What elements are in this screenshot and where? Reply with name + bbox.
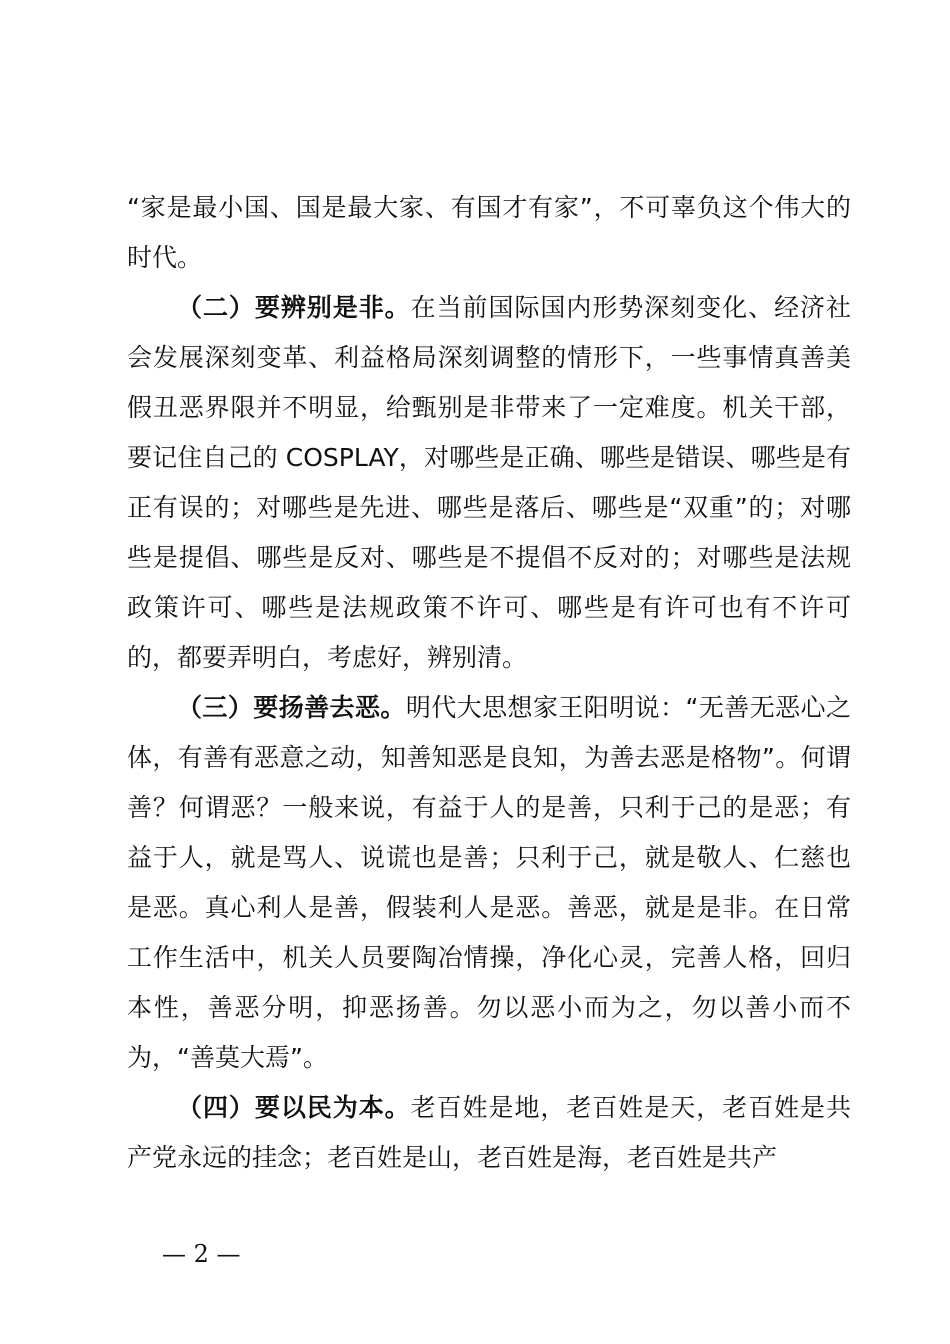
paragraph-text: “家是最小国、国是最大家、有国才有家”，不可辜负这个伟大的时代。 [127,193,851,272]
paragraph-promote-good [127,683,851,1083]
paragraph-continuation [127,183,851,283]
paragraph-text: 明代大思想家王阳明说：“无善无恶心之体，有善有恶意之动，知善知恶是良知，为善去恶是格物”。何谓善？何谓恶？一般来说，有益于人的是善，只利于己的是恶；有益于人，就是骂人、说谎也是善；只利于己，就是敬人、仁慈也是恶。真心利人是善，假装利人是恶。善恶，就是是非。在日常工作生活中，机关人员要陶冶情操，净化心灵，完善人格，回归本性，善恶分明，抑恶扬善。勿以恶小而为之，勿以善小而不为，“善莫大焉”。 [127,693,851,1072]
paragraph-text: 老百姓是地，老百姓是天，老百姓是共产党永远的挂念；老百姓是山，老百姓是海，老百姓是共产 [127,1093,851,1172]
document-body [127,183,851,1183]
page-number: — 2 — [162,1240,241,1268]
paragraph-text: 在当前国际国内形势深刻变化、经济社会发展深刻变革、利益格局深刻调整的情形下，一些事情真善美假丑恶界限并不明显，给甄别是非带来了一定难度。机关干部，要记住自己的 COSPLAY，对哪些是正确、哪些是错误、哪些是有正有误的；对哪些是先进、哪些是落后、哪些是“双重”的；对哪些是提倡、哪些是反对、哪些是不提倡不反对的；对哪些是法规政策许可、哪些是法规政策不许可、哪些是有许可也有不许可的，都要弄明白，考虑好，辨别清。 [127,293,851,672]
section-heading: （四）要以民为本。 [177,1093,411,1122]
paragraph-people-oriented [127,1083,851,1183]
section-heading: （二）要辨别是非。 [177,293,411,322]
section-heading: （三）要扬善去恶。 [177,693,406,722]
paragraph-distinguish-right-wrong [127,283,851,683]
